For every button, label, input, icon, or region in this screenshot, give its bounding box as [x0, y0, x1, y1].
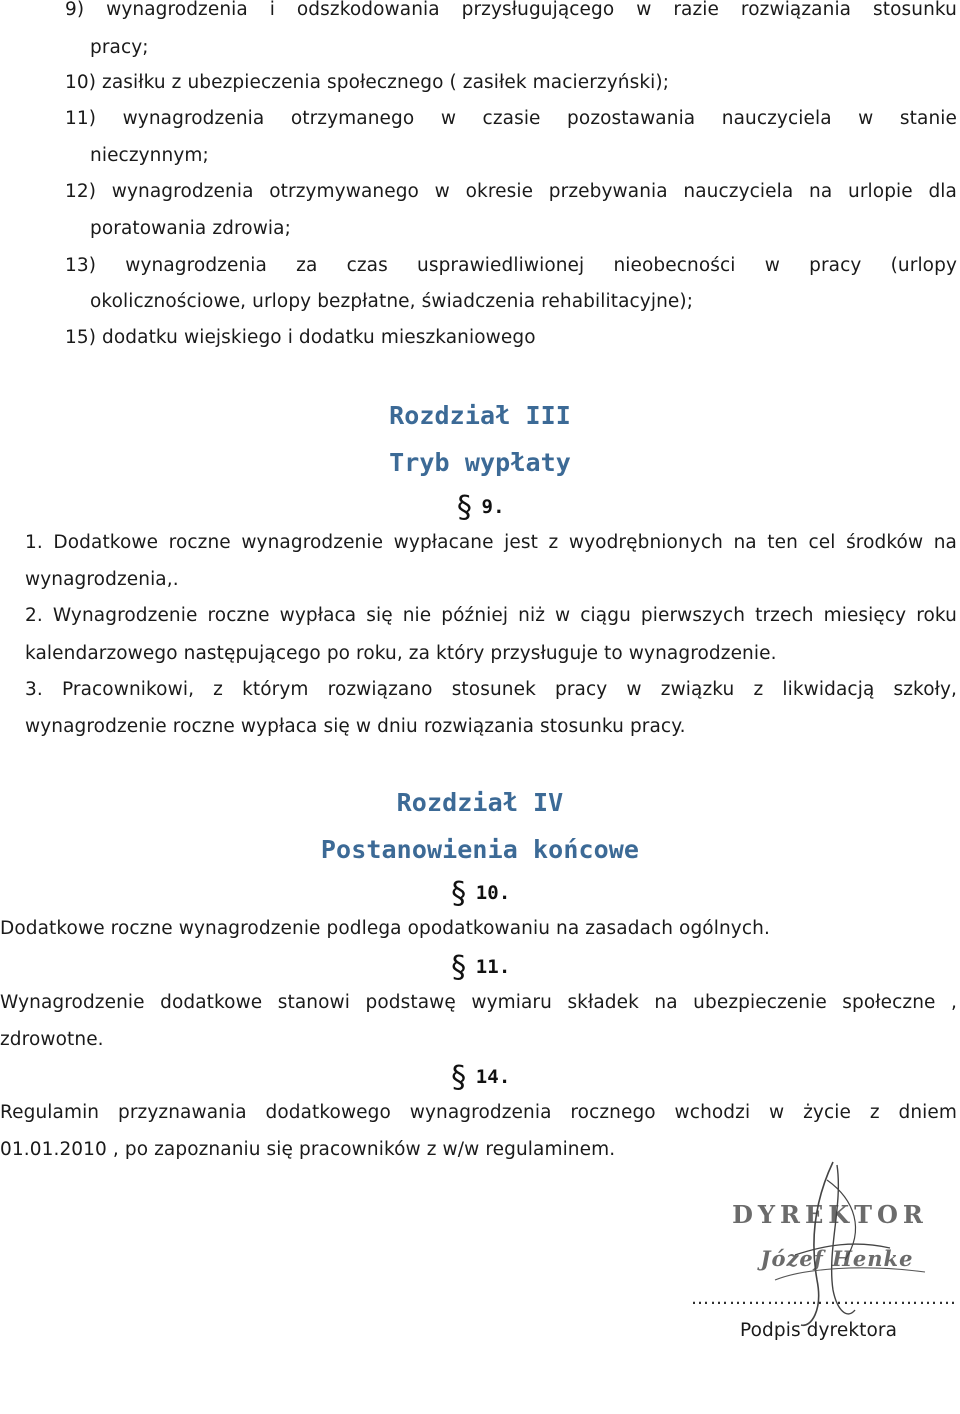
section-14-line1: Regulamin przyznawania dodatkowego wynagrodzenia rocznego wchodzi w życie z dniem: [0, 1102, 957, 1123]
list-item-9-line1: 9) wynagrodzenia i odszkodowania przysługującego w razie rozwiązania stosunku: [65, 0, 957, 20]
point-1-line1: 1. Dodatkowe roczne wynagrodzenie wypłacane jest z wyodrębnionych na ten cel środków na: [25, 532, 957, 553]
list-item-13-line2: okolicznościowe, urlopy bezpłatne, świadczenia rehabilitacyjne);: [90, 291, 694, 312]
chapter-4-title: Rozdział IV: [396, 788, 564, 817]
section-11-line1: Wynagrodzenie dodatkowe stanowi podstawę wymiaru składek na ubezpieczenie społeczne ,: [0, 992, 957, 1013]
point-3-line2: wynagrodzenie roczne wypłaca się w dniu rozwiązania stosunku pracy.: [25, 716, 686, 737]
signature-label: Podpis dyrektora: [740, 1320, 898, 1341]
list-item-12-line1: 12) wynagrodzenia otrzymywanego w okresie przebywania nauczyciela na urlopie dla: [65, 181, 957, 202]
section-14-heading: [0, 1060, 960, 1095]
list-item-13-line1: 13) wynagrodzenia za czas usprawiedliwionej nieobecności w pracy (urlopy: [65, 255, 957, 276]
section-10-heading: [0, 876, 960, 911]
list-item-12-line2: poratowania zdrowia;: [90, 218, 291, 239]
list-item-10: 10) zasiłku z ubezpieczenia społecznego ( zasiłek macierzyński);: [65, 72, 670, 93]
section-symbol: §: [449, 876, 468, 911]
section-symbol: §: [449, 950, 468, 985]
chapter-3-subtitle: Tryb wypłaty: [389, 448, 571, 477]
section-14-line2: 01.01.2010 , po zapoznaniu się pracowników z w/w regulaminem.: [0, 1139, 616, 1160]
point-3-line1: 3. Pracownikowi, z którym rozwiązano stosunek pracy w związku z likwidacją szkoły,: [25, 679, 957, 700]
section-11-line2: zdrowotne.: [0, 1029, 104, 1050]
list-item-11-line2: nieczynnym;: [90, 145, 209, 166]
section-11-heading: [0, 950, 960, 985]
chapter-3-title: Rozdział III: [389, 401, 571, 430]
list-item-9-line2: pracy;: [90, 37, 149, 58]
section-10-text: Dodatkowe roczne wynagrodzenie podlega opodatkowaniu na zasadach ogólnych.: [0, 918, 770, 939]
signature-line: ……………………………………: [691, 1288, 957, 1309]
section-symbol: §: [449, 1060, 468, 1095]
stamp-name: Józef Henke: [760, 1246, 914, 1271]
point-1-line2: wynagrodzenia,.: [25, 569, 179, 590]
list-item-11-line1: 11) wynagrodzenia otrzymanego w czasie pozostawania nauczyciela w stanie: [65, 108, 957, 129]
section-symbol: §: [455, 490, 474, 525]
point-2-line2: kalendarzowego następującego po roku, za który przysługuje to wynagrodzenie.: [25, 643, 777, 664]
section-9-heading: [0, 490, 960, 525]
section-number: 10.: [475, 882, 511, 904]
list-item-15: 15) dodatku wiejskiego i dodatku mieszkaniowego: [65, 327, 536, 348]
stamp-title: DYREKTOR: [732, 1200, 928, 1229]
point-2-line1: 2. Wynagrodzenie roczne wypłaca się nie później niż w ciągu pierwszych trzech miesięcy roku: [25, 605, 957, 626]
section-number: 9.: [481, 496, 505, 518]
section-number: 14.: [475, 1066, 511, 1088]
section-number: 11.: [475, 956, 511, 978]
chapter-4-subtitle: Postanowienia końcowe: [320, 835, 640, 864]
